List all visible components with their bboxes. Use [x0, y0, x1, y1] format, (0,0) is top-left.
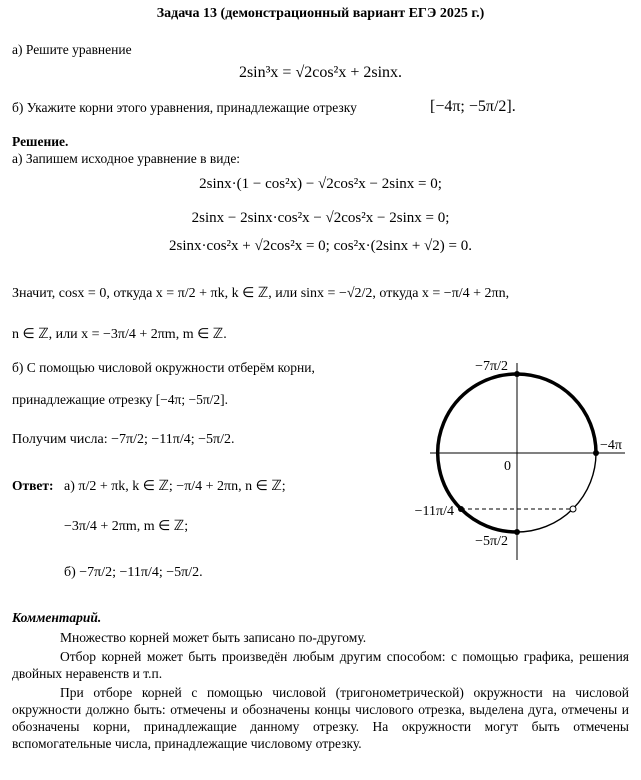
label-center: 0 — [504, 459, 511, 474]
solution-a-intro: а) Запишем исходное уравнение в виде: — [12, 151, 241, 166]
page-title: Задача 13 (демонстрационный вариант ЕГЭ 2025 г.) — [156, 6, 485, 21]
n-line: n ∈ ℤ, или x = −3π/4 + 2πm, m ∈ ℤ. — [12, 327, 227, 342]
comment-heading: Комментарий. — [12, 610, 102, 625]
solution-b-intro: б) С помощью числовой окружности отберём корни, — [12, 360, 315, 375]
part-a-equation: 2sin³x = √2cos²x + 2sinx. — [238, 64, 403, 81]
solution-eq3: 2sinx·cos²x + √2cos²x = 0; cos²x·(2sinx + √2) = 0. — [169, 238, 472, 254]
solution-b-intro2: принадлежащие отрезку [−4π; −5π/2]. — [12, 392, 229, 407]
auxiliary-point — [570, 506, 576, 512]
label-right: −4π — [600, 438, 622, 453]
solution-eq2: 2sinx − 2sinx·cos²x − √2cos²x − 2sinx = 0; — [191, 210, 450, 226]
part-b-interval: [−4π; −5π/2]. — [430, 98, 516, 115]
label-bottom-left: −11π/4 — [414, 504, 454, 519]
znachit-line: Значит, cosx = 0, откуда x = π/2 + πk, k ∈ ℤ, или sinx = −√2/2, откуда x = −π/4 + 2πn, — [12, 286, 510, 301]
comment-p2: Отбор корней может быть произведён любым другим способом: с помощью графика, решения двойных неравенств и т.п. — [12, 649, 629, 681]
solution-numbers: Получим числа: −7π/2; −11π/4; −5π/2. — [12, 432, 235, 447]
part-a-prompt: а) Решите уравнение — [12, 42, 132, 57]
answer-a2: −3π/4 + 2πm, m ∈ ℤ; — [64, 519, 189, 534]
comment-p3: При отборе корней с помощью числовой (тригонометрической) окружности на числовой окружности должно быть: отмечены и обозначены концы числового отрезка, выделена дуга, отмечены и обозначены корни, принадлежащие данному отрезку. На окружности могут быть отмечены вспомогательные числа, принадлежащие числовому отрезку. — [12, 685, 629, 751]
endpoint-right — [593, 450, 599, 456]
number-circle-diagram — [414, 355, 635, 570]
part-b-prompt: б) Укажите корни этого уравнения, принадлежащие отрезку — [12, 100, 357, 115]
endpoint-bottom — [514, 529, 520, 535]
root-point-bottom-left — [458, 506, 464, 512]
answer-b: б) −7π/2; −11π/4; −5π/2. — [64, 565, 203, 580]
root-point-top — [514, 371, 520, 377]
label-top: −7π/2 — [475, 359, 508, 374]
label-bottom: −5π/2 — [475, 534, 508, 549]
solution-heading: Решение. — [12, 134, 69, 149]
answer-label: Ответ: — [12, 478, 54, 493]
answer-a: а) π/2 + πk, k ∈ ℤ; −π/4 + 2πn, n ∈ ℤ; — [64, 479, 286, 494]
solution-eq1: 2sinx·(1 − cos²x) − √2cos²x − 2sinx = 0; — [199, 176, 442, 192]
comment-p1: Множество корней может быть записано по-другому. — [60, 630, 367, 645]
